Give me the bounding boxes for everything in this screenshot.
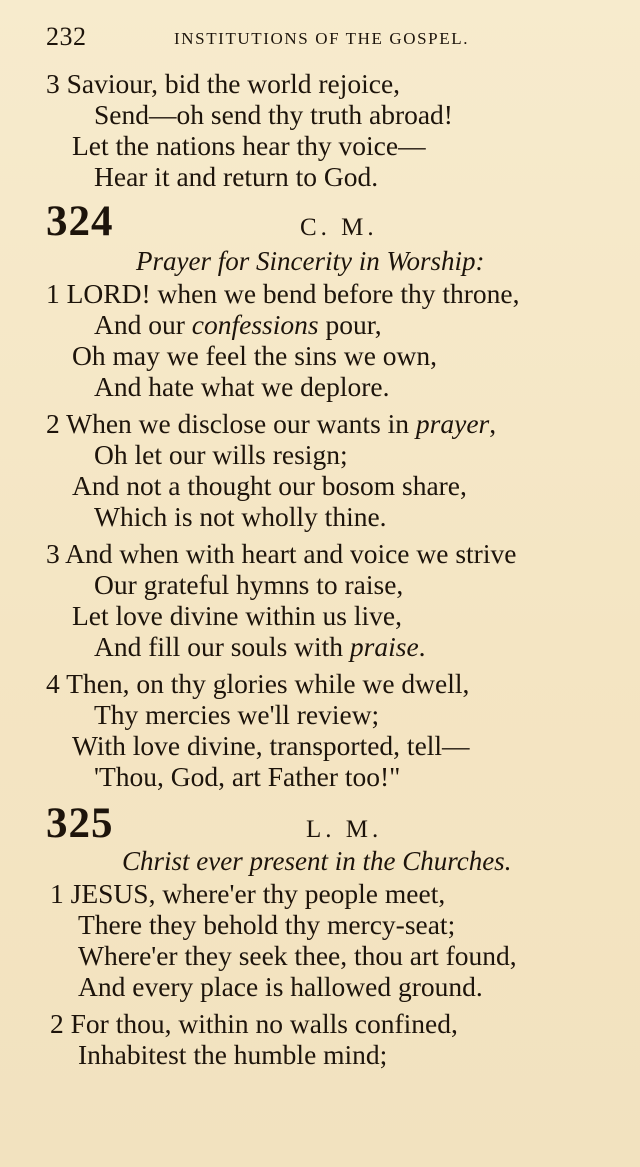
stanza-line <box>46 670 469 698</box>
stanza-line: Oh may we feel the sins we own, <box>72 340 438 371</box>
stanza-line: With love divine, transported, tell— <box>72 730 470 761</box>
stanza-line: Send—oh send thy truth abroad! <box>94 99 453 130</box>
stanza-number: 3 <box>46 538 60 569</box>
stanza-number: 2 <box>46 408 60 439</box>
hymn-meter: L. M. <box>306 816 383 843</box>
stanza-line <box>46 410 496 438</box>
line-text: And our <box>94 309 192 340</box>
hymn-meter: C. M. <box>300 214 378 241</box>
stanza-line: 'Thou, God, art Father too!" <box>94 761 401 792</box>
line-text: , <box>489 408 497 439</box>
stanza-number: 1 <box>46 278 60 309</box>
emphasized-word: prayer <box>415 408 490 439</box>
emphasized-word: praise <box>349 631 419 662</box>
emphasized-word: confessions <box>191 309 319 340</box>
stanza-line <box>46 70 400 98</box>
page-number: 232 <box>46 22 87 51</box>
running-head: INSTITUTIONS OF THE GOSPEL. <box>174 29 470 48</box>
stanza-number: 2 <box>50 1008 64 1039</box>
page-header <box>46 18 606 51</box>
stanza-line: Where'er they seek thee, thou art found, <box>78 940 517 971</box>
stanza-line: There they behold thy mercy-seat; <box>78 909 456 940</box>
stanza-number: 3 <box>46 68 60 99</box>
stanza-line: And not a thought our bosom share, <box>72 470 467 501</box>
stanza-text: LORD! when we bend before thy throne, <box>66 278 520 309</box>
stanza-line: Let love divine within us live, <box>72 600 402 631</box>
stanza-line: And every place is hallowed ground. <box>78 971 483 1002</box>
stanza-line: And hate what we deplore. <box>94 371 390 402</box>
stanza-line: Our grateful hymns to raise, <box>94 569 404 600</box>
stanza-text: Then, on thy glories while we dwell, <box>66 668 470 699</box>
line-text: . <box>418 631 426 662</box>
hymn-number: 324 <box>46 198 114 245</box>
stanza-line: Which is not wholly thine. <box>94 501 387 532</box>
stanza-line <box>46 540 516 568</box>
stanza-number: 1 <box>50 878 64 909</box>
stanza-text: JESUS, where'er thy people meet, <box>70 878 446 909</box>
stanza-line: Let the nations hear thy voice— <box>72 130 426 161</box>
stanza-text: For thou, within no walls confined, <box>70 1008 458 1039</box>
line-text: pour, <box>318 309 382 340</box>
stanza-line: Inhabitest the humble mind; <box>78 1039 388 1070</box>
hymn-number: 325 <box>46 800 114 847</box>
stanza-line <box>50 1010 458 1038</box>
stanza-text: And when with heart and voice we strive <box>65 538 517 569</box>
line-text: And fill our souls with <box>94 631 350 662</box>
stanza-line <box>46 280 519 308</box>
hymn-title: Christ ever present in the Churches. <box>122 846 512 876</box>
stanza-line <box>94 311 382 339</box>
stanza-line <box>94 633 426 661</box>
hymn-title: Prayer for Sincerity in Worship: <box>136 246 485 276</box>
stanza-line: Thy mercies we'll review; <box>94 699 380 730</box>
stanza-line: Hear it and return to God. <box>94 161 379 192</box>
stanza-line: Oh let our wills resign; <box>94 439 348 470</box>
stanza-number: 4 <box>46 668 60 699</box>
line-text: When we disclose our wants in <box>66 408 416 439</box>
stanza-line <box>50 880 445 908</box>
stanza-text: Saviour, bid the world rejoice, <box>66 68 401 99</box>
